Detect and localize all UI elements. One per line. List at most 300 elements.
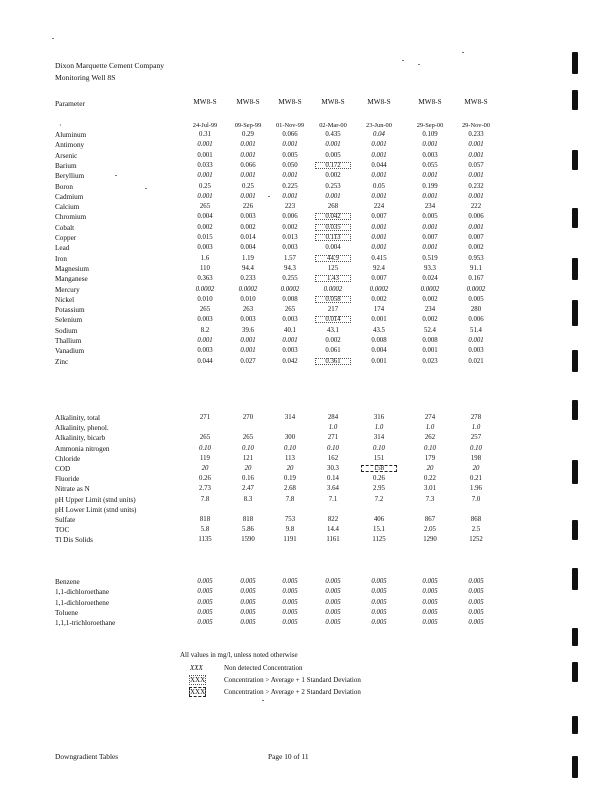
value-cell: 0.005 — [371, 588, 387, 596]
value-cell: 20 — [244, 465, 252, 472]
value-cell: 0.225 — [282, 182, 298, 190]
value-cell: 0.001 — [468, 172, 484, 180]
value-cell: 0.001 — [240, 172, 256, 180]
value-cell: 0.021 — [468, 357, 484, 365]
parameter-name: 1,1,1-trichloroethane — [55, 619, 116, 628]
value-cell: 257 — [470, 434, 482, 442]
binder-mark — [572, 568, 578, 590]
value-cell: 0.232 — [468, 182, 484, 190]
parameter-name: Ammonia nitrogen — [55, 444, 110, 453]
column-date-header: 02-Mar-00 — [319, 122, 347, 129]
value-cell: 0.005 — [197, 608, 213, 616]
value-cell: 0.10 — [424, 444, 436, 452]
parameter-name: Thallium — [55, 337, 82, 345]
value-cell: 0.014 — [240, 234, 256, 241]
value-cell: 0.005 — [325, 619, 341, 627]
value-cell: 7.2 — [374, 495, 384, 503]
value-cell: 39.6 — [242, 326, 254, 334]
value-cell: 0.005 — [240, 619, 256, 627]
value-cell: 0.04 — [373, 131, 385, 138]
value-cell: 0.001 — [240, 141, 256, 149]
value-cell: 1.6 — [200, 254, 210, 262]
value-cell: 818 — [199, 516, 211, 523]
value-cell: 0.001 — [240, 151, 256, 159]
value-cell: 93.3 — [424, 264, 436, 272]
value-cell: 0.044 — [371, 161, 387, 169]
value-cell: 0.0002 — [466, 285, 486, 293]
value-cell: 234 — [424, 306, 436, 314]
value-cell: 20 — [201, 465, 209, 472]
value-cell: 20 — [472, 465, 480, 472]
value-cell: 0.023 — [422, 357, 438, 365]
value-cell: 265 — [199, 203, 211, 211]
value-cell: 0.0002 — [420, 285, 440, 293]
value-cell: 0.953 — [468, 254, 484, 262]
value-cell: 7.0 — [471, 495, 481, 503]
legend-text: Concentration > Average + 2 Standard Deviation — [224, 688, 361, 696]
value-cell: 0.001 — [468, 151, 484, 159]
value-cell: 0.05 — [373, 182, 385, 190]
value-cell: 867 — [424, 516, 436, 523]
value-cell: 0.006 — [468, 316, 484, 324]
binder-mark — [572, 208, 578, 228]
value-cell: 0.007 — [371, 275, 387, 283]
parameter-name: Selenium — [55, 316, 83, 325]
parameter-name: Sodium — [55, 326, 78, 335]
value-cell: 0.005 — [422, 598, 438, 606]
value-cell: 274 — [424, 414, 436, 421]
parameter-name: 1,1-dichloroethane — [55, 588, 110, 597]
value-cell: 0.001 — [197, 337, 213, 344]
parameter-name: Alkalinity, phenol. — [55, 424, 109, 433]
value-cell: 0.002 — [325, 337, 341, 344]
parameter-name: Fluoride — [55, 475, 80, 484]
value-cell: 224 — [373, 203, 385, 211]
value-cell: 0.003 — [197, 316, 213, 324]
value-cell: 0.007 — [371, 213, 387, 221]
value-cell: 0.005 — [240, 578, 256, 585]
value-cell: 8.3 — [243, 495, 253, 503]
value-cell: 44.9 — [315, 255, 351, 262]
value-cell: 7.3 — [425, 495, 435, 503]
value-cell: 0.004 — [197, 213, 213, 221]
value-cell: 1252 — [469, 536, 483, 544]
value-cell: 0.001 — [197, 141, 213, 149]
value-cell: 5.8 — [200, 526, 210, 534]
value-cell: 15.1 — [373, 526, 385, 534]
value-cell: 0.002 — [282, 223, 298, 231]
value-cell: 0.008 — [282, 295, 298, 303]
value-cell: 0.001 — [371, 141, 387, 149]
parameter-header: Parameter — [55, 99, 85, 108]
value-cell: 0.007 — [468, 234, 484, 241]
value-cell: 284 — [327, 414, 339, 421]
value-cell: 0.001 — [240, 347, 256, 355]
value-cell: 7.8 — [200, 495, 210, 503]
value-cell: 0.003 — [197, 244, 213, 252]
value-cell: 0.233 — [468, 131, 484, 138]
value-cell: 0.024 — [422, 275, 438, 283]
value-cell: 0.005 — [325, 578, 341, 585]
parameter-name: Tl Dis Solids — [55, 536, 93, 545]
value-cell: 0.001 — [422, 223, 438, 231]
value-cell: 0.005 — [422, 619, 438, 627]
value-cell: 0.003 — [422, 151, 438, 159]
binder-mark — [572, 300, 578, 326]
value-cell: 0.002 — [197, 223, 213, 231]
parameter-name: Potassium — [55, 306, 85, 315]
value-cell: 0.003 — [240, 316, 256, 324]
value-cell: 0.050 — [282, 161, 298, 169]
value-cell: 0.001 — [282, 337, 298, 344]
value-cell: 1.0 — [471, 424, 481, 432]
parameter-name: Chloride — [55, 454, 81, 463]
value-cell: 0.005 — [468, 588, 484, 596]
value-cell: 7.1 — [328, 495, 338, 503]
column-well-header: MW8-S — [418, 98, 442, 106]
value-cell: 265 — [284, 306, 296, 314]
company-name: Dixon Marquette Cement Company — [55, 61, 165, 70]
value-cell: 2.95 — [373, 485, 385, 493]
value-cell: 110 — [200, 264, 210, 272]
value-cell: 0.001 — [240, 337, 256, 344]
value-cell: 822 — [327, 516, 339, 523]
parameter-name: Lead — [55, 244, 70, 253]
value-cell: 0.005 — [197, 598, 213, 606]
value-cell: 0.14 — [327, 475, 339, 483]
value-cell: 0.005 — [422, 213, 438, 221]
column-date-header: 23-Jun-00 — [366, 122, 392, 129]
value-cell: 0.255 — [282, 275, 298, 283]
value-cell: 0.0002 — [195, 285, 215, 293]
parameter-name: pH Upper Limit (stnd units) — [55, 495, 136, 504]
parameter-name: 1,1-dichloroethene — [55, 598, 110, 607]
value-cell: 300 — [284, 434, 296, 442]
legend-text: Concentration > Average + 1 Standard Deviation — [224, 676, 361, 684]
column-well-header: MW8-S — [464, 98, 488, 106]
value-cell: 0.001 — [468, 337, 484, 344]
value-cell: 0.002 — [240, 223, 256, 231]
value-cell: 0.001 — [422, 141, 438, 149]
bullet-mark: · — [59, 121, 62, 130]
value-cell: 52.4 — [424, 326, 436, 334]
value-cell: 20 — [426, 465, 434, 472]
legend-text: Non detected Concentration — [224, 664, 303, 672]
value-cell: 0.31 — [199, 131, 211, 138]
value-cell: 0.005 — [325, 608, 341, 616]
parameter-name: Copper — [55, 234, 77, 242]
value-cell: 9.8 — [285, 526, 295, 534]
value-cell: 0.001 — [325, 141, 341, 149]
parameter-name: Aluminum — [55, 131, 87, 139]
value-cell: 0.167 — [468, 275, 484, 283]
parameter-name: Toluene — [55, 608, 79, 617]
value-cell: 0.0002 — [369, 285, 389, 293]
value-cell: 198 — [470, 454, 482, 462]
column-date-header: 09-Sep-99 — [234, 122, 262, 129]
value-cell: 0.005 — [371, 608, 387, 616]
binder-mark — [572, 150, 578, 170]
value-cell: 0.005 — [197, 619, 213, 627]
value-cell: 158 — [361, 465, 397, 472]
value-cell: 0.006 — [282, 213, 298, 221]
value-cell: 753 — [284, 516, 296, 523]
binder-mark — [572, 460, 578, 484]
value-cell: 314 — [284, 414, 296, 421]
value-cell: 0.005 — [422, 578, 438, 585]
value-cell: 0.415 — [371, 254, 387, 262]
value-cell: 174 — [373, 306, 385, 314]
value-cell: 1.57 — [284, 254, 296, 262]
value-cell: 0.001 — [240, 192, 256, 200]
value-cell: 0.005 — [197, 578, 213, 585]
value-cell: 0.004 — [371, 347, 387, 355]
value-cell: 121 — [242, 454, 254, 462]
value-cell: 0.005 — [468, 608, 484, 616]
parameter-name: TOC — [55, 526, 70, 535]
value-cell: 270 — [242, 414, 254, 421]
value-cell: 0.001 — [371, 316, 387, 324]
value-cell: 30.3 — [327, 465, 339, 472]
scan-speck — [145, 188, 147, 189]
value-cell: 0.058 — [315, 296, 351, 303]
value-cell: 217 — [327, 306, 339, 314]
parameter-name: Arsenic — [55, 151, 78, 160]
value-cell: 265 — [242, 434, 254, 442]
value-cell: 1590 — [241, 536, 255, 544]
value-cell: 0.005 — [282, 151, 298, 159]
value-cell: 94.3 — [284, 264, 296, 272]
value-cell: 268 — [327, 203, 339, 211]
scan-speck — [262, 700, 264, 701]
binder-mark — [572, 90, 578, 110]
column-well-header: MW8-S — [321, 98, 345, 106]
column-date-header: 29-Nov-00 — [461, 122, 491, 129]
value-cell: 0.001 — [371, 234, 387, 241]
value-cell: 0.233 — [240, 275, 256, 283]
parameter-name: Magnesium — [55, 264, 89, 273]
value-cell: 0.014 — [315, 316, 351, 323]
value-cell: 316 — [373, 414, 385, 421]
value-cell: 0.042 — [315, 213, 351, 220]
value-cell: 0.002 — [371, 295, 387, 303]
value-cell: 0.005 — [371, 619, 387, 627]
value-cell: 0.005 — [371, 598, 387, 606]
value-cell: 0.003 — [240, 213, 256, 221]
value-cell: 271 — [199, 414, 211, 421]
parameter-name: Barium — [55, 161, 77, 170]
column-well-header: MW8-S — [367, 98, 391, 106]
value-cell: 0.25 — [199, 182, 211, 190]
value-cell: 226 — [242, 203, 254, 211]
value-cell: 0.005 — [325, 598, 341, 606]
value-cell: 92.4 — [373, 264, 385, 272]
value-cell: 0.003 — [282, 316, 298, 324]
binder-mark — [572, 350, 578, 372]
value-cell: 119 — [200, 454, 210, 462]
value-cell: 0.005 — [240, 608, 256, 616]
parameter-name: Benzene — [55, 578, 80, 586]
value-cell: 234 — [424, 203, 436, 211]
value-cell: 0.055 — [422, 161, 438, 169]
value-cell: 5.86 — [242, 526, 254, 534]
parameter-name: Iron — [55, 254, 67, 263]
value-cell: 0.001 — [371, 223, 387, 231]
value-cell: 868 — [470, 516, 482, 523]
value-cell: 2.68 — [284, 485, 296, 493]
binder-mark — [572, 400, 578, 420]
column-well-header: MW8-S — [278, 98, 302, 106]
value-cell: 113 — [285, 454, 295, 462]
value-cell: 278 — [470, 414, 482, 421]
value-cell: 0.005 — [240, 598, 256, 606]
value-cell: 0.001 — [197, 151, 213, 159]
value-cell: 0.001 — [325, 192, 341, 200]
value-cell: 0.363 — [197, 275, 213, 283]
value-cell: 222 — [470, 203, 482, 211]
value-cell: 0.001 — [282, 192, 298, 200]
value-cell: 1.19 — [242, 254, 254, 262]
value-cell: 0.044 — [197, 357, 213, 365]
value-cell: 0.001 — [468, 141, 484, 149]
value-cell: 1290 — [423, 536, 437, 544]
value-cell: 151 — [373, 454, 385, 462]
value-cell: 40.1 — [284, 326, 296, 334]
value-cell: 0.22 — [424, 475, 436, 483]
value-cell: 0.005 — [282, 588, 298, 596]
value-cell: 2.73 — [199, 485, 211, 493]
parameter-name: pH Lower Limit (stnd units) — [55, 505, 137, 514]
value-cell: 0.004 — [325, 244, 341, 252]
value-cell: 0.001 — [371, 172, 387, 180]
value-cell: 0.027 — [240, 357, 256, 365]
value-cell: 0.001 — [282, 141, 298, 149]
value-cell: 0.005 — [468, 619, 484, 627]
value-cell: 1.0 — [425, 424, 435, 432]
value-cell: 0.361 — [315, 358, 351, 365]
column-well-header: MW8-S — [236, 98, 260, 106]
value-cell: 0.005 — [325, 588, 341, 596]
value-cell: 0.113 — [315, 234, 351, 241]
value-cell: 0.005 — [282, 619, 298, 627]
parameter-name: Vanadium — [55, 347, 85, 356]
value-cell: 0.008 — [422, 337, 438, 344]
value-cell: 0.005 — [282, 578, 298, 585]
value-cell: 0.005 — [240, 588, 256, 596]
value-cell: 0.005 — [468, 598, 484, 606]
value-cell: 0.005 — [468, 578, 484, 585]
value-cell: 265 — [199, 434, 211, 442]
parameter-name: Alkalinity, bicarb — [55, 434, 106, 443]
value-cell: 0.061 — [325, 347, 341, 355]
value-cell: 0.26 — [199, 475, 211, 483]
parameter-name: Calcium — [55, 203, 80, 212]
legend-symbol: XXX — [190, 676, 206, 684]
binder-mark — [572, 52, 578, 74]
value-cell: 1135 — [198, 536, 212, 544]
parameter-name: Beryllium — [55, 172, 85, 181]
legend-symbol: XXX — [190, 664, 203, 672]
value-cell: 43.5 — [373, 326, 385, 334]
value-cell: 0.001 — [422, 347, 438, 355]
value-cell: 0.109 — [422, 131, 438, 138]
value-cell: 8.2 — [200, 326, 210, 334]
value-cell: 0.033 — [197, 161, 213, 169]
column-date-header: 29-Sep-00 — [416, 122, 444, 129]
value-cell: 0.001 — [197, 192, 213, 200]
parameter-name: Nitrate as N — [55, 485, 90, 494]
value-cell: 125 — [327, 264, 339, 272]
value-cell: 406 — [373, 516, 385, 523]
value-cell: 0.003 — [197, 347, 213, 355]
value-cell: 1161 — [326, 536, 340, 544]
value-cell: 0.10 — [242, 444, 254, 452]
value-cell: 0.001 — [371, 192, 387, 200]
value-cell: 0.005 — [422, 588, 438, 596]
value-cell: 0.001 — [468, 192, 484, 200]
parameter-name: Cobalt — [55, 223, 75, 232]
value-cell: 0.005 — [282, 608, 298, 616]
value-cell: 2.05 — [424, 526, 436, 534]
value-cell: 7.8 — [285, 495, 295, 503]
value-cell: 0.0002 — [323, 285, 343, 293]
value-cell: 0.001 — [197, 172, 213, 180]
value-cell: 3.01 — [424, 485, 436, 493]
value-cell: 0.29 — [242, 131, 254, 138]
binder-mark — [572, 662, 578, 682]
value-cell: 0.0002 — [238, 285, 258, 293]
value-cell: 0.003 — [468, 347, 484, 355]
footer-left: Downgradient Tables — [55, 752, 119, 761]
value-cell: 0.005 — [197, 588, 213, 596]
value-cell: 0.005 — [422, 608, 438, 616]
parameter-name: Nickel — [55, 295, 75, 304]
column-date-header: 24-Jul-99 — [192, 122, 218, 129]
value-cell: 265 — [199, 306, 211, 314]
value-cell: 0.253 — [325, 182, 341, 190]
value-cell: 0.10 — [199, 444, 211, 452]
column-well-header: MW8-S — [193, 98, 217, 106]
value-cell: 179 — [424, 454, 436, 462]
value-cell: 20 — [286, 465, 294, 472]
value-cell: 3.64 — [327, 485, 339, 493]
parameter-name: Antimony — [55, 141, 85, 150]
value-cell: 1.43 — [315, 275, 351, 282]
value-cell: 1.96 — [470, 485, 482, 493]
value-cell: 162 — [327, 454, 339, 462]
page-number: Page 10 of 11 — [268, 752, 309, 761]
parameter-name: Sulfate — [55, 516, 76, 524]
scan-speck — [268, 196, 270, 197]
scan-speck — [402, 60, 404, 61]
well-name: Monitoring Well 8S — [55, 73, 116, 82]
parameter-name: Mercury — [55, 285, 80, 294]
value-cell: 0.066 — [282, 131, 298, 138]
parameter-name: Zinc — [55, 357, 69, 366]
value-cell: 280 — [470, 306, 482, 314]
value-cell: 0.21 — [470, 475, 482, 483]
value-cell: 0.057 — [468, 161, 484, 169]
value-cell: 263 — [242, 306, 254, 314]
value-cell: 0.002 — [468, 244, 484, 252]
value-cell: 0.25 — [242, 182, 254, 190]
value-cell: 1125 — [372, 536, 386, 544]
value-cell: 0.001 — [371, 244, 387, 252]
value-cell: 0.003 — [282, 244, 298, 252]
binder-mark — [572, 628, 578, 646]
value-cell: 0.010 — [240, 295, 256, 303]
value-cell: 91.1 — [470, 264, 482, 272]
